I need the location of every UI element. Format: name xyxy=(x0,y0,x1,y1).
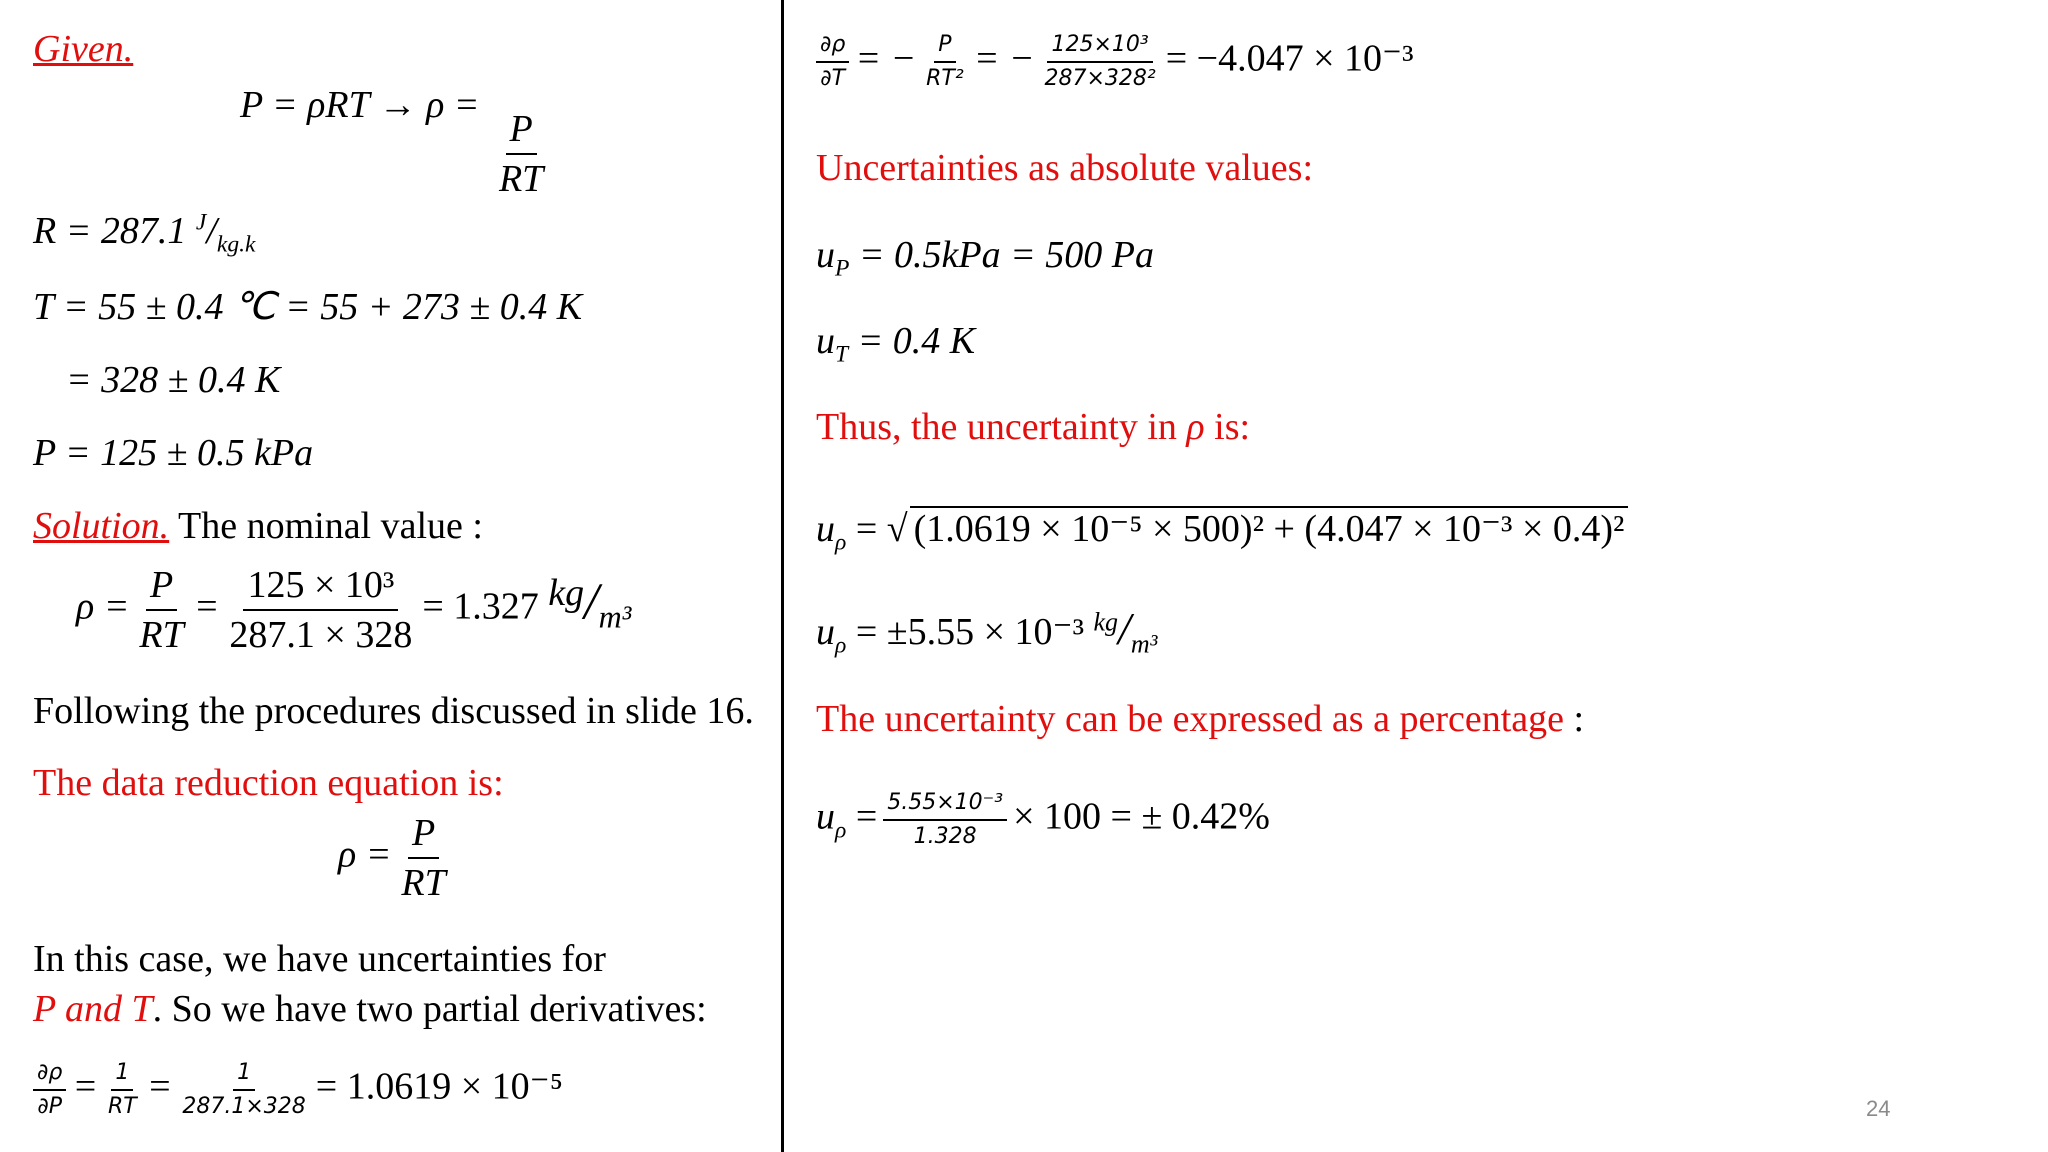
dp-fraction-3: $\frac{1}{287.1\times 328}$ xyxy=(182,1060,306,1119)
solution-line: Solution. The nominal value : xyxy=(33,505,483,547)
thus-text: Thus, the uncertainty in ρ is: xyxy=(816,406,1251,448)
absolute-values-heading: Uncertainties as absolute values: xyxy=(816,147,1314,189)
ut-equation: $u_T = 0.4$ K xyxy=(816,320,976,368)
data-reduction-heading: The data reduction equation is: xyxy=(33,762,504,804)
page-number: 24 xyxy=(1866,1096,1891,1121)
dp-fraction-2: $\frac{1}{RT}$ xyxy=(108,1060,137,1119)
uncertainties-text-line2: P and T. So we have two partial derivatives: xyxy=(33,988,707,1030)
data-reduction-equation: ρ = $\frac{P}{RT}$ xyxy=(338,814,456,902)
gas-law-equation: P = ρRT → ρ = $\frac{P}{RT}$ xyxy=(240,86,553,198)
percentage-fraction: $\frac{\text{5.55×10⁻³}}{1.328}$ xyxy=(883,792,1007,848)
uncertainties-text-line1: In this case, we have uncertainties for xyxy=(33,938,606,980)
partial-derivative-p: $\frac{\partial\rho}{\partial P}$ = $\frac{1}{RT}$ = $\frac{1}{287.1\times 328}$ = 1.0619 × 10⁻⁵ xyxy=(33,1062,563,1118)
percentage-heading: The uncertainty can be expressed as a percentage : xyxy=(816,698,1585,740)
density-nominal-equation: ρ = $\frac{P}{RT}$ = $\frac{\text{125 × 10³}}{287.1 \times 328}$ = 1.327 $^{kg}/_{m^3}$ xyxy=(76,564,632,656)
dp-fraction: $\frac{\partial\rho}{\partial P}$ xyxy=(33,1062,66,1118)
temperature-equation: T = 55 ± 0.4 ℃ = 55 + 273 ± 0.4 K xyxy=(33,286,583,328)
pressure-equation: P = 125 ± 0.5 kPa xyxy=(33,432,314,474)
urho-sqrt-equation: $u_\rho$ = √ (1.0619 × 10⁻⁵ × 500)² + (4.047 × 10⁻³ × 0.4)² xyxy=(816,506,1628,548)
gas-law-fraction: $\frac{P}{RT}$ xyxy=(498,108,544,200)
dt-fraction: $\frac{\partial\rho}{\partial T}$ xyxy=(816,34,849,90)
partial-derivative-t: $\frac{\partial\rho}{\partial T}$ = − $\frac{P}{\text{RT²}}$ = − $\frac{\text{125×10³}}{\text{287×328²}}$ = −4.047 × 10⁻³ xyxy=(816,34,1413,90)
dt-fraction-3: $\frac{\text{125×10³}}{\text{287×328²}}$ xyxy=(1044,32,1156,91)
data-reduction-fraction: $\frac{P}{RT}$ xyxy=(401,812,446,904)
temperature-kelvin-equation: = 328 ± 0.4 K xyxy=(66,359,281,401)
percentage-equation: $u_\rho$ = $\frac{\text{5.55×10⁻³}}{1.328}$ × 100 = ± 0.42% xyxy=(816,790,1270,849)
procedure-text: Following the procedures discussed in slide 16. xyxy=(33,690,754,732)
gas-constant-equation: R = 287.1 $^J/_{kg.k}$ xyxy=(33,209,256,258)
solution-heading: Solution. xyxy=(33,505,170,547)
urho-result-equation: $u_\rho = \pm 5.55 \times 10^{-3}$ $^{kg}/_{m^3}$ xyxy=(816,603,1158,659)
column-divider xyxy=(781,0,784,1152)
density-fraction-1: $\frac{P}{RT}$ xyxy=(139,564,184,656)
given-heading: Given. xyxy=(33,28,134,70)
dt-fraction-2: $\frac{P}{\text{RT²}}$ xyxy=(926,32,964,91)
density-fraction-2: $\frac{\text{125 × 10³}}{287.1 \times 328}$ xyxy=(229,564,413,656)
up-equation: $u_P = 0.5kPa = 500$ Pa xyxy=(816,234,1154,282)
